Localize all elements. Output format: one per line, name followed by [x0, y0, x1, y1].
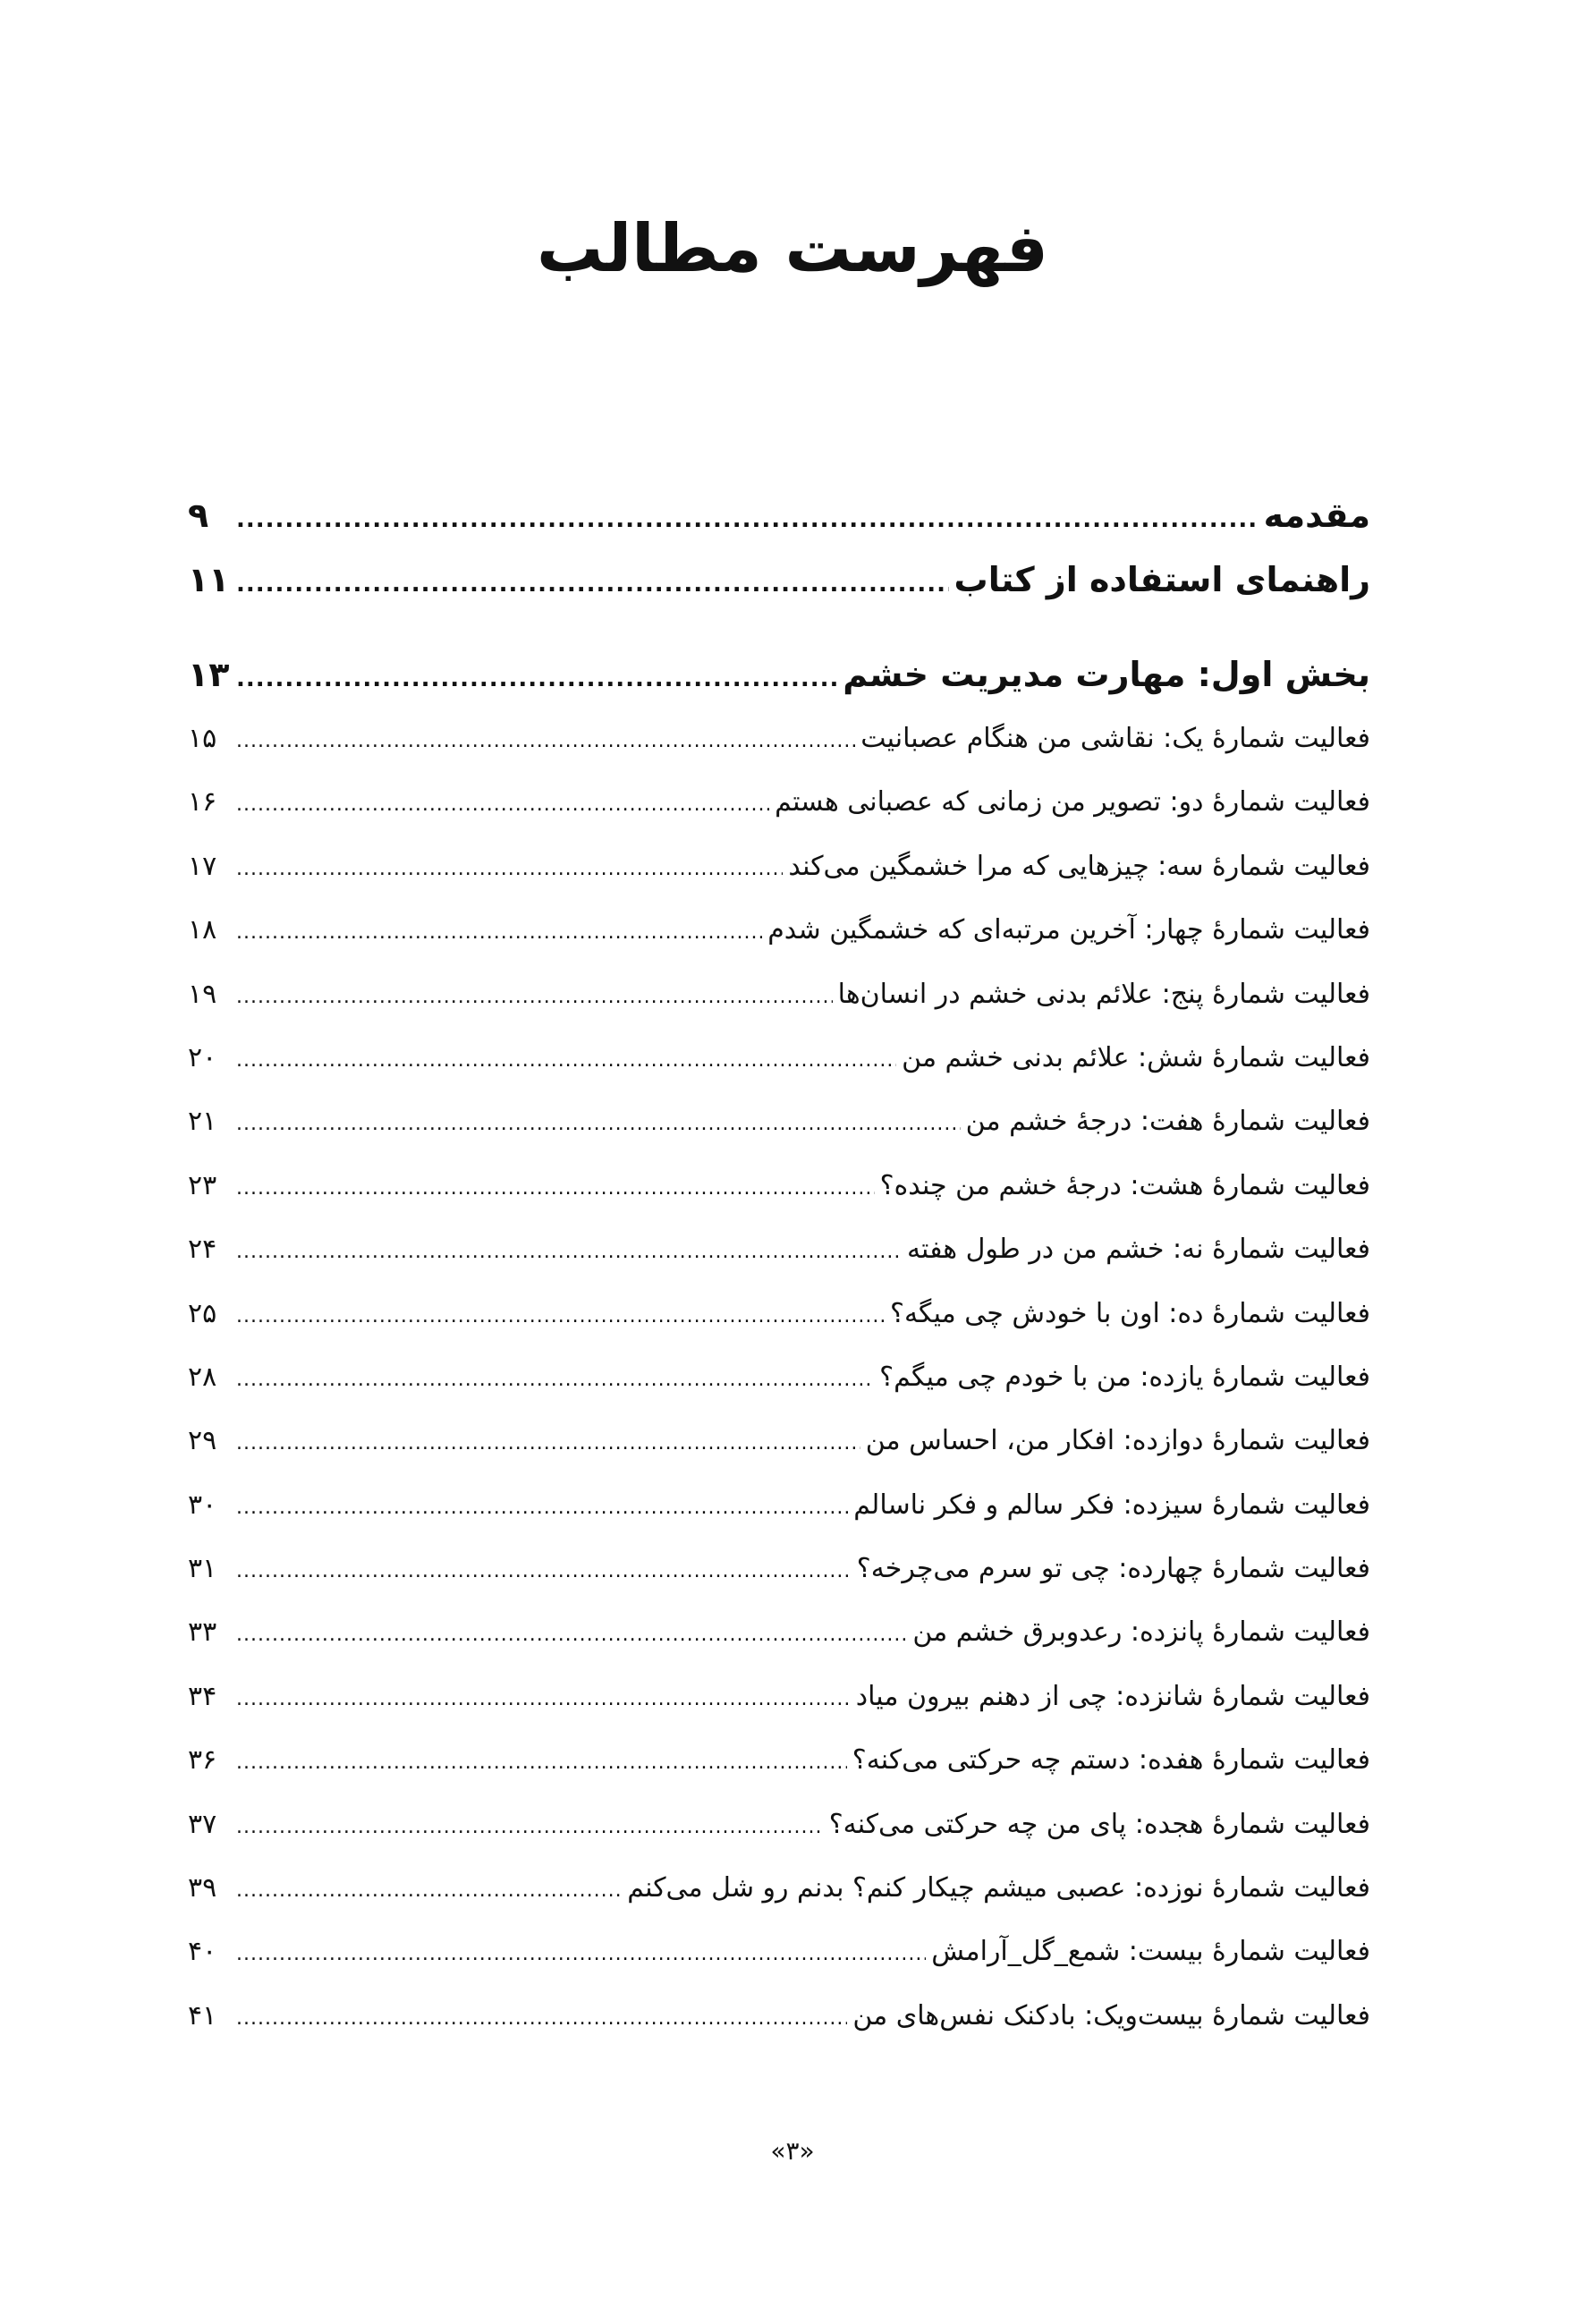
toc-entry-title: فعالیت شمارۀ ده: اون با خودش چی میگه؟ — [890, 1297, 1370, 1329]
toc-entry-title: فعالیت شمارۀ پانزده: رعدوبرق خشم من — [912, 1616, 1370, 1649]
dot-leader — [236, 1667, 851, 1728]
toc-entry-page: ۳۰ — [188, 1489, 217, 1521]
toc-entry-book-guide[interactable] — [188, 547, 1370, 612]
dot-leader — [236, 1476, 848, 1537]
toc-entry-page: ۲۱ — [188, 1106, 217, 1138]
toc-entry-activity[interactable] — [188, 707, 1370, 770]
toc-entry-page: ۳۹ — [188, 1872, 217, 1904]
toc-entry-activity[interactable] — [188, 1282, 1370, 1345]
dot-leader — [236, 1092, 961, 1153]
toc-entry-activity[interactable] — [188, 1665, 1370, 1728]
toc-entry-title: فعالیت شمارۀ یک: نقاشی من هنگام عصبانیت — [860, 723, 1370, 754]
toc-entry-introduction[interactable] — [188, 483, 1370, 547]
toc-entry-activity[interactable] — [188, 1984, 1370, 2048]
toc-entry-title: فعالیت شمارۀ بیست‌ویک: بادکنک نفس‌های من — [852, 1999, 1370, 2031]
toc-entry-title: فعالیت شمارۀ هشت: درجۀ خشم من چنده؟ — [879, 1169, 1370, 1201]
toc-entry-activity[interactable] — [188, 1154, 1370, 1217]
toc-entry-activity[interactable] — [188, 1409, 1370, 1472]
toc-entry-title: فعالیت شمارۀ دوازده: افکار من، احساس من — [865, 1425, 1370, 1457]
toc-entry-activity[interactable] — [188, 1728, 1370, 1792]
toc-entry-page: ۴۱ — [188, 1999, 217, 2031]
dot-leader — [236, 1795, 824, 1856]
dot-leader — [236, 488, 1259, 547]
toc-entry-part-one[interactable] — [188, 642, 1370, 707]
dot-leader — [236, 1348, 874, 1409]
toc-entry-title: فعالیت شمارۀ نه: خشم من در طول هفته — [906, 1234, 1370, 1266]
dot-leader — [236, 901, 762, 962]
dot-leader — [236, 965, 833, 1026]
toc-entry-page: ۲۹ — [188, 1425, 217, 1457]
dot-leader — [236, 1539, 852, 1600]
toc-entry-activity[interactable] — [188, 1345, 1370, 1409]
page-title: فهرست مطالب — [536, 210, 1049, 287]
toc-entry-page: ۳۷ — [188, 1808, 217, 1840]
toc-entry-page: ۳۳ — [188, 1616, 217, 1649]
dot-leader — [236, 1987, 847, 2048]
dot-leader — [236, 1731, 847, 1792]
toc-entry-activity[interactable] — [188, 1473, 1370, 1537]
page-number: «۳» — [770, 2136, 815, 2166]
dot-leader — [236, 773, 769, 834]
toc-entry-page: ۳۴ — [188, 1680, 217, 1712]
toc-entry-activity[interactable] — [188, 1793, 1370, 1856]
dot-leader — [236, 1859, 622, 1920]
dot-leader — [236, 1029, 896, 1090]
toc-entry-page: ۲۸ — [188, 1361, 217, 1393]
toc-entry-page: ۲۵ — [188, 1297, 217, 1329]
toc-entry-title: فعالیت شمارۀ دو: تصویر من زمانی که عصبانی هستم — [775, 786, 1370, 818]
toc-entry-activity[interactable] — [188, 1537, 1370, 1600]
toc-entry-page: ۱۵ — [188, 723, 217, 754]
toc-entry-activity[interactable] — [188, 898, 1370, 962]
toc-entry-page: ۱۹ — [188, 978, 217, 1010]
toc-entry-page: ۱۷ — [188, 850, 217, 882]
toc-entry-title: فعالیت شمارۀ سیزده: فکر سالم و فکر ناسالم — [853, 1489, 1370, 1521]
toc-entry-page: ۳۱ — [188, 1553, 217, 1585]
toc-entry-page: ۴۰ — [188, 1936, 217, 1968]
toc-entry-activity[interactable] — [188, 770, 1370, 834]
toc-entry-title: فعالیت شمارۀ هفت: درجۀ خشم من — [965, 1106, 1370, 1138]
dot-leader — [236, 837, 783, 898]
toc-entry-activity[interactable] — [188, 1217, 1370, 1281]
dot-leader — [236, 552, 949, 612]
toc-entry-title: فعالیت شمارۀ سه: چیزهایی که مرا خشمگین می‌کند — [788, 850, 1370, 882]
dot-leader — [236, 1922, 926, 1983]
toc-entry-page: ۲۰ — [188, 1041, 217, 1073]
toc-entry-title: فعالیت شمارۀ بیست: شمع_گل_آرامش — [931, 1936, 1370, 1968]
toc-entry-page: ۱۸ — [188, 914, 217, 946]
toc-entry-page: ۱۱ — [188, 560, 230, 599]
table-of-contents — [188, 483, 1370, 2048]
toc-entry-title: فعالیت شمارۀ پنج: علائم بدنی خشم در انسان‌ها — [837, 978, 1370, 1010]
toc-entry-title: مقدمه — [1263, 496, 1370, 535]
toc-entry-title: فعالیت شمارۀ شش: علائم بدنی خشم من — [902, 1041, 1370, 1073]
toc-entry-title: فعالیت شمارۀ شانزده: چی از دهنم بیرون میاد — [855, 1680, 1370, 1712]
toc-entry-title: فعالیت شمارۀ یازده: من با خودم چی میگم؟ — [879, 1361, 1370, 1393]
dot-leader — [236, 1157, 875, 1217]
toc-entry-activity[interactable] — [188, 963, 1370, 1026]
toc-entry-page: ۳۶ — [188, 1744, 217, 1777]
dot-leader — [236, 1285, 885, 1345]
toc-entry-title: فعالیت شمارۀ هجده: پای من چه حرکتی می‌کنه؟ — [828, 1808, 1370, 1840]
toc-entry-title: بخش اول: مهارت مدیریت خشم — [843, 655, 1370, 694]
toc-entry-title: فعالیت شمارۀ هفده: دستم چه حرکتی می‌کنه؟ — [852, 1744, 1370, 1777]
toc-entry-activity[interactable] — [188, 1600, 1370, 1664]
toc-entry-activity[interactable] — [188, 1920, 1370, 1983]
toc-entry-title: فعالیت شمارۀ چهارده: چی تو سرم می‌چرخه؟ — [856, 1553, 1370, 1585]
toc-entry-activity[interactable] — [188, 1026, 1370, 1090]
toc-entry-activity[interactable] — [188, 1856, 1370, 1920]
toc-entry-activity[interactable] — [188, 1090, 1370, 1153]
toc-entry-page: ۲۴ — [188, 1234, 217, 1266]
toc-entry-page: ۹ — [188, 496, 209, 535]
toc-entry-page: ۱۳ — [188, 655, 230, 694]
toc-entry-title: فعالیت شمارۀ چهار: آخرین مرتبه‌ای که خشمگین شدم — [767, 914, 1370, 946]
dot-leader — [236, 1412, 860, 1472]
toc-entry-activity[interactable] — [188, 835, 1370, 898]
toc-entry-page: ۲۳ — [188, 1169, 217, 1201]
toc-entry-title: فعالیت شمارۀ نوزده: عصبی میشم چیکار کنم؟ بدنم رو شل می‌کنم — [627, 1872, 1370, 1904]
dot-leader — [236, 709, 855, 770]
dot-leader — [236, 1220, 902, 1281]
dot-leader — [236, 1603, 907, 1664]
toc-entry-page: ۱۶ — [188, 786, 217, 818]
dot-leader — [236, 647, 837, 707]
toc-entry-title: راهنمای استفاده از کتاب — [954, 560, 1370, 599]
